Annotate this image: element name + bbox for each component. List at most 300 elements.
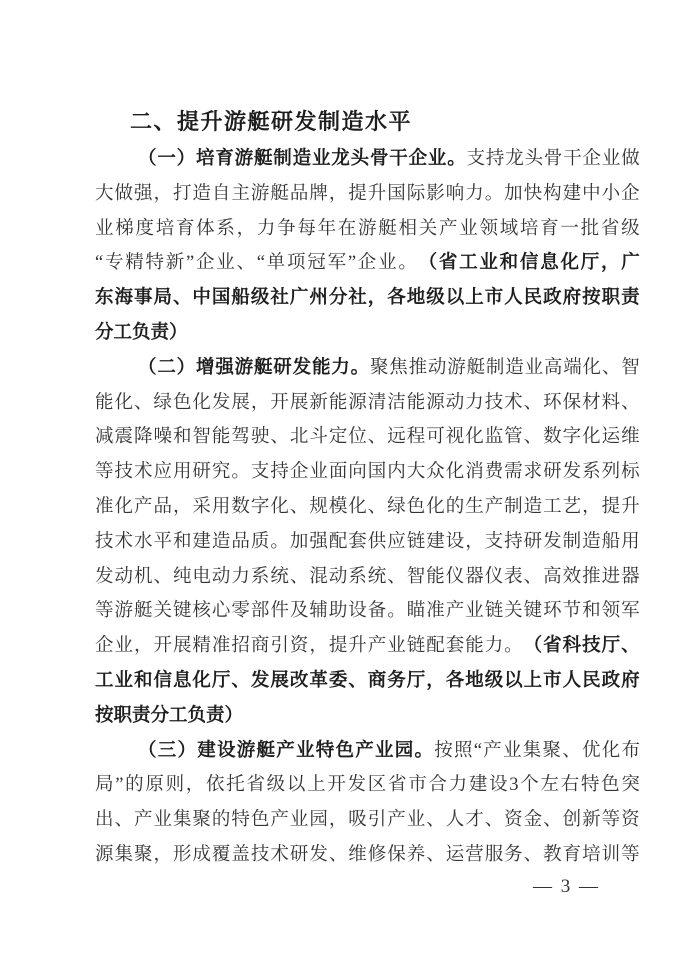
body-text: 梯 [115,218,134,239]
body-text: 布 [621,740,640,761]
body-text: 可 [426,427,445,448]
body-text: 面 [328,462,348,483]
paragraph-lead-text: 二 [157,357,176,378]
body-text: 采 [192,496,211,517]
body-text: 定 [328,427,348,448]
responsibility-attribution-text: 分工负责） [95,322,188,343]
responsibility-attribution-text: 、 [231,670,250,691]
body-text: 零 [231,601,250,622]
body-text: 人 [445,810,465,831]
body-text: 化 [270,496,289,517]
body-text: 提 [348,183,367,204]
body-text: 列 [601,462,621,483]
body-text: 化 [348,496,367,517]
body-text: 关 [418,218,438,239]
body-text: 器 [465,566,484,587]
body-text: 水 [133,531,153,552]
body-text: 、 [367,427,387,448]
responsibility-attribution-text: 职 [601,288,621,309]
paragraph-lead-text: 设 [217,740,236,761]
body-text: 金 [523,810,543,831]
body-text: ， [172,496,192,517]
responsibility-attribution-text: 海 [114,288,133,309]
body-text: 做 [114,183,133,204]
body-text: 运 [445,844,465,865]
responsibility-attribution-text: 各 [387,288,406,309]
responsibility-attribution-text: （ [523,636,543,657]
body-text: 牌 [309,183,328,204]
body-text: 影 [426,183,445,204]
body-text: ” [115,775,124,796]
responsibility-attribution-text: 业 [479,253,498,274]
body-text: 企 [621,183,640,204]
body-text: 技 [114,462,133,483]
body-text: 发 [543,531,562,552]
body-text: 培 [582,844,601,865]
body-text: 企 [196,253,215,274]
body-text: 技 [484,392,504,413]
body-text: 端 [563,357,582,378]
paragraph-lead-text: 游 [234,357,254,378]
text-line [95,351,640,386]
body-text: 力 [465,183,484,204]
body-text: 众 [426,462,445,483]
body-text: 核 [192,601,211,622]
body-text: 局 [95,775,114,796]
body-text: ， [465,531,484,552]
body-text: 覆 [211,844,231,865]
paragraph-lead-text: 业 [311,149,331,169]
body-text: 依 [206,775,225,796]
body-text: 做 [621,149,640,169]
body-text: 进 [601,566,621,587]
body-text: 色 [172,392,192,413]
body-text: 智 [621,357,640,378]
responsibility-attribution-text: 民 [582,670,601,691]
body-text: 标 [621,462,640,483]
body-text: 保 [387,844,406,865]
body-text: 国 [367,462,387,483]
text-line [95,803,640,838]
body-text: 助 [328,601,348,622]
paragraphs-container [95,142,640,873]
body-text: 集 [172,810,192,831]
body-text: 能 [211,427,231,448]
body-text: 聚 [542,740,561,761]
body-text: 出 [95,810,114,831]
body-text: 企 [357,253,377,274]
body-text: 及 [289,601,309,622]
body-text: 展 [172,636,192,657]
body-text: 字 [562,427,582,448]
body-text: 维 [348,844,367,865]
responsibility-attribution-text: 信 [519,253,539,274]
body-text: 头 [524,149,544,169]
body-text: 业 [114,636,133,657]
text-line [95,699,640,734]
body-text: 等 [95,462,114,483]
body-text: ， [185,775,205,796]
responsibility-attribution-text: 厅 [406,670,426,691]
body-text: 化 [601,740,621,761]
body-text: ， [153,183,172,204]
body-text: 节 [562,601,582,622]
body-text: 设 [489,775,508,796]
responsibility-attribution-text: 按 [582,288,601,309]
body-text: 准 [426,601,445,622]
body-text: 船 [601,531,621,552]
body-text: 托 [226,775,245,796]
body-text: 表 [504,566,523,587]
body-text: 专 [104,253,124,274]
body-text: 监 [484,427,504,448]
paragraph-lead-text: 游 [236,740,256,761]
body-text: 仪 [445,566,465,587]
body-text: 盖 [231,844,250,865]
body-text: 精 [125,253,144,274]
body-text: 造 [523,496,543,517]
body-text: 建 [192,531,211,552]
responsibility-attribution-text: 市 [484,288,504,309]
body-text: 生 [465,496,484,517]
body-text: 企 [582,149,602,169]
body-text: 研 [523,531,543,552]
responsibility-attribution-text: 息 [540,253,559,274]
body-text: 持 [270,462,289,483]
body-text: 造 [192,183,211,204]
body-text: 力 [231,566,250,587]
body-text: 升 [621,496,640,517]
body-text: 持 [504,531,523,552]
text-line [95,420,640,455]
paragraph-lead-text: 色 [335,740,355,761]
body-text: 。 [484,183,504,204]
page-number-row [95,873,640,901]
responsibility-attribution-text: 责 [621,288,640,309]
body-text: 字 [250,496,270,517]
body-text: 业 [289,810,309,831]
paragraph-lead-text: 力 [331,357,350,378]
body-text: 降 [133,427,153,448]
body-text: 。 [387,601,406,622]
body-text: 突 [621,775,640,796]
body-text: 批 [580,218,600,239]
body-text: 业 [465,601,484,622]
body-text: 模 [328,496,348,517]
paragraph-1 [95,142,640,351]
body-text: 辅 [309,601,328,622]
body-text: 设 [445,531,465,552]
body-text: 的 [125,775,144,796]
body-text: 力 [448,775,468,796]
body-text: 聚 [192,810,211,831]
body-text: 斗 [309,427,328,448]
body-text: 吸 [348,810,367,831]
body-text: 备 [367,601,387,622]
body-text: 工 [543,496,562,517]
body-text: 等 [621,844,640,865]
body-text: 提 [601,496,621,517]
body-text: 构 [543,183,562,204]
body-text: 产 [367,636,387,657]
body-text: 强 [133,183,153,204]
body-text: 品 [289,183,309,204]
page-number: — 3 — [533,875,600,897]
paragraph-lead-text: 产 [276,740,295,761]
body-text: 发 [95,566,114,587]
body-text: 业 [601,149,621,169]
responsibility-attribution-text: 局 [153,288,172,309]
body-text: 化 [192,392,211,413]
body-text: 视 [445,427,465,448]
text-line [95,246,640,281]
responsibility-attribution-text: 、 [348,670,367,691]
body-text: 智 [192,427,211,448]
body-text: 支 [484,531,504,552]
body-text: 产 [133,810,153,831]
body-text: 国 [387,183,406,204]
paragraph-lead-text: 造 [292,149,312,169]
body-text: 升 [348,636,367,657]
responsibility-attribution-text: 发 [250,670,270,691]
body-text: ， [309,636,328,657]
body-text: ， [582,496,601,517]
paragraph-lead-text: 艇 [256,740,276,761]
responsibility-attribution-text: 级 [484,670,504,691]
responsibility-attribution-text: 改 [289,670,309,691]
body-text: 引 [367,810,387,831]
paragraph-lead-text: 制 [273,149,292,169]
body-text: 级 [266,775,286,796]
paragraph-lead-text: 游 [234,149,254,169]
body-text: 自 [211,183,231,204]
body-text: 材 [582,392,601,413]
body-text: 合 [428,775,447,796]
body-text: 支 [250,462,270,483]
paragraph-lead-text: 特 [315,740,335,761]
body-text: 、 [270,427,289,448]
body-text: 升 [367,183,387,204]
paragraph-lead-text: （ [138,357,157,378]
body-text: 维 [621,427,640,448]
responsibility-attribution-text: 化 [560,253,579,274]
body-text: 建 [468,775,488,796]
responsibility-attribution-text: 科 [562,636,582,657]
section-heading: 二、提升游艇研发制造水平 [130,109,413,134]
body-text: 键 [172,601,192,622]
body-text: 、 [426,810,445,831]
body-text: 化 [426,496,445,517]
body-text: 、 [523,427,543,448]
body-text: 管 [504,427,523,448]
body-text: 展 [231,392,250,413]
body-text: 度 [135,218,154,239]
text-line [95,316,640,351]
body-text: 、 [236,253,256,274]
body-text: 推 [582,566,601,587]
body-text: 企 [289,462,309,483]
body-text: 能 [426,566,445,587]
body-text: 发 [211,392,231,413]
body-text: 集 [114,844,133,865]
body-text: ， [236,218,256,239]
responsibility-attribution-text: 广 [289,288,309,309]
body-text: 集 [522,740,542,761]
body-text: 化 [582,357,602,378]
body-text: 消 [465,462,484,483]
body-text: 力 [256,218,276,239]
body-text: ， [153,844,172,865]
body-text: 件 [270,601,289,622]
text-line [95,455,640,490]
responsibility-attribution-text: 务 [387,670,406,691]
responsibility-attribution-text: 分 [328,288,348,309]
body-text: 保 [562,392,582,413]
body-text: 、 [484,810,504,831]
body-text: 领 [479,218,498,239]
body-text: 造 [582,531,601,552]
body-text: 准 [95,496,114,517]
paragraph-lead-text: 艇 [253,149,273,169]
body-text: 级 [621,218,640,239]
responsibility-attribution-text: 社 [348,288,367,309]
body-text: 快 [523,183,543,204]
responsibility-attribution-text: 和 [499,253,519,274]
body-text: 持 [485,149,505,169]
text-line [95,560,640,595]
responsibility-attribution-text: ， [426,670,445,691]
body-text: 环 [543,601,562,622]
body-text: 原 [145,775,164,796]
body-text: 智 [406,566,426,587]
responsibility-attribution-text: 厅 [601,636,621,657]
body-text: 系 [250,566,270,587]
body-text: 、 [523,566,543,587]
body-text: ， [133,636,153,657]
body-text: 技 [95,531,114,552]
body-text: 中 [582,183,601,204]
body-text: 省 [246,775,265,796]
body-text: 服 [484,844,504,865]
body-text: 源 [426,392,445,413]
paragraph-lead-text: 头 [350,149,370,169]
body-text: 动 [211,566,231,587]
body-text: 、 [523,392,543,413]
body-text: 冠 [307,253,326,274]
responsibility-attribution-text: ， [367,288,387,309]
body-text: 建 [426,531,445,552]
body-text: 小 [601,183,621,204]
body-text: 训 [601,844,621,865]
body-text: 业 [95,218,114,239]
responsibility-attribution-text: 以 [445,288,465,309]
body-text: ， [250,392,270,413]
body-text: 焦 [389,357,408,378]
responsibility-attribution-text: 船 [231,288,250,309]
body-text: 数 [231,496,250,517]
body-text: 商 [250,636,270,657]
body-text: 资 [289,636,309,657]
paragraph-lead-text: 育 [215,149,234,169]
body-text: 料 [601,392,621,413]
body-text: 、 [114,810,133,831]
body-text: 形 [172,844,192,865]
body-text: 建 [562,183,582,204]
body-text: 体 [196,218,215,239]
body-text: 应 [387,531,406,552]
responsibility-attribution-text: 市 [543,670,562,691]
body-text: 求 [523,462,543,483]
body-text: 用 [172,462,192,483]
body-text: 力 [465,392,484,413]
responsibility-attribution-text: 政 [543,288,562,309]
body-text: 艇 [378,218,397,239]
body-text: 心 [211,601,231,622]
body-text: ， [328,183,348,204]
body-text: 研 [192,462,211,483]
body-text: 部 [250,601,270,622]
body-text: 制 [504,496,523,517]
body-text: 质 [250,531,270,552]
body-text: 引 [270,636,289,657]
body-text: 、 [387,566,406,587]
body-text: 特 [580,775,600,796]
body-text: 研 [289,844,309,865]
responsibility-attribution-text: 化 [192,670,211,691]
paragraph-3 [95,734,640,873]
body-text: “ [256,253,266,274]
body-text: 艇 [466,357,486,378]
body-text: 键 [523,601,543,622]
body-text: ” [186,253,195,274]
body-text: 驾 [231,427,250,448]
body-text: 驶 [250,427,270,448]
body-text: 营 [465,844,484,865]
body-text: 特 [231,810,250,831]
body-text: 纯 [172,566,192,587]
responsibility-attribution-text: 以 [504,670,523,691]
body-text: 统 [367,566,387,587]
body-text: 瞄 [406,601,426,622]
body-text: 费 [484,462,504,483]
body-text: 和 [582,601,601,622]
responsibility-attribution-text: 工 [459,253,478,274]
body-text: 、 [153,566,172,587]
body-text: 开 [327,775,346,796]
responsibility-attribution-text: 政 [601,670,621,691]
body-text: 产 [270,810,289,831]
text-line [95,664,640,699]
body-text: 干 [563,149,582,169]
body-text: 源 [348,392,367,413]
body-text: 位 [348,427,367,448]
body-text: 色 [250,810,270,831]
body-text: 平 [153,531,172,552]
paragraph-lead-text: 一 [157,149,176,169]
body-text: 游 [447,357,466,378]
responsibility-attribution-text: 人 [504,288,523,309]
body-text: 养 [406,844,426,865]
body-text: 育 [540,218,559,239]
body-text: 推 [408,357,428,378]
body-text: 系 [216,218,235,239]
body-text: 动 [427,357,447,378]
body-text: 动 [445,392,465,413]
paragraph-lead-text: 增 [195,357,215,378]
responsibility-attribution-text: 级 [250,288,270,309]
body-text: 。 [398,253,417,274]
body-text: 系 [582,462,601,483]
